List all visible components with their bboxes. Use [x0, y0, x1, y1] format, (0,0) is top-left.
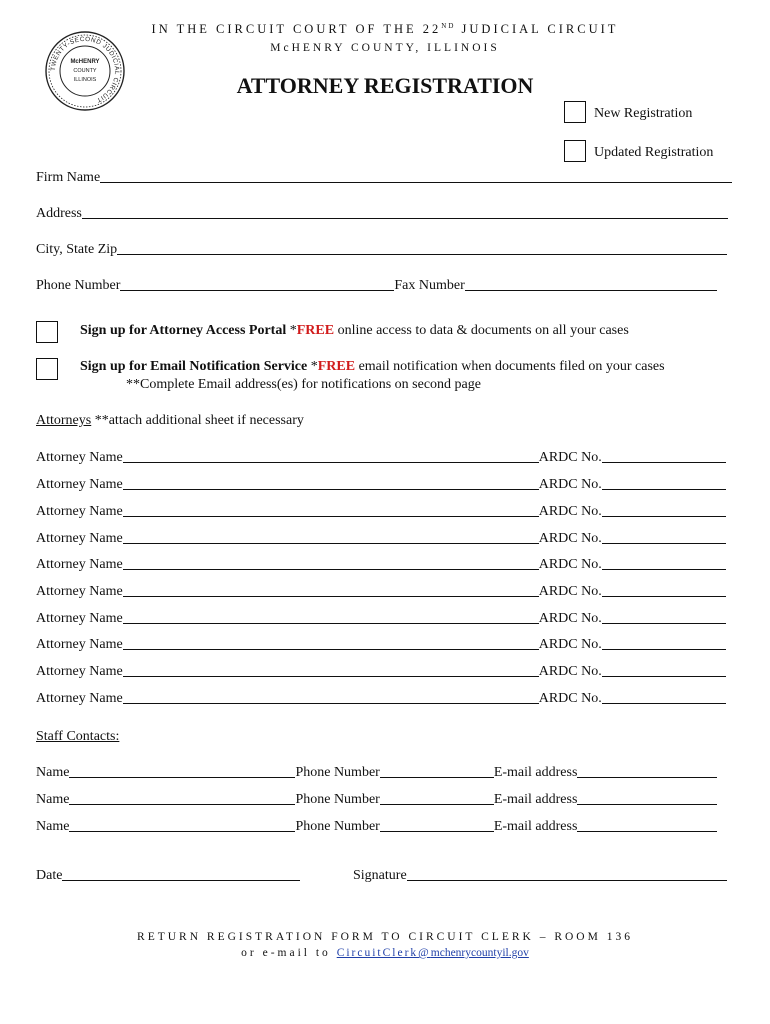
ardc-field[interactable]	[602, 516, 726, 517]
ardc-label: ARDC No.	[538, 504, 602, 519]
attorney-name-field[interactable]	[123, 569, 539, 570]
ardc-label: ARDC No.	[538, 477, 602, 492]
ardc-label: ARDC No.	[538, 557, 602, 572]
page-title: ATTORNEY REGISTRATION	[236, 73, 534, 98]
staff-name-label: Name	[36, 792, 70, 807]
attorney-name-field[interactable]	[123, 543, 539, 544]
email-bold-text: Sign up for Email Notification Service	[80, 359, 308, 374]
staff-email-label: E-mail address	[493, 792, 578, 807]
attorneys-note: **attach additional sheet if necessary	[91, 413, 304, 428]
signature-field[interactable]	[407, 880, 727, 881]
fax-field[interactable]	[465, 290, 717, 291]
ardc-label: ARDC No.	[538, 584, 602, 599]
return-instructions: RETURN REGISTRATION FORM TO CIRCUIT CLERK – ROOM 136	[137, 931, 633, 943]
updated-registration-label: Updated Registration	[594, 145, 714, 160]
attorney-row	[36, 582, 726, 600]
attorney-name-label: Attorney Name	[36, 584, 123, 599]
attorney-name-label: Attorney Name	[36, 504, 123, 519]
attorney-row	[36, 502, 726, 520]
court-header-text-2: JUDICIAL CIRCUIT	[461, 22, 619, 37]
portal-bold-text: Sign up for Attorney Access Portal	[80, 323, 287, 338]
ardc-label: ARDC No.	[538, 611, 602, 626]
attorney-name-field[interactable]	[123, 703, 539, 704]
attorney-name-label: Attorney Name	[36, 664, 123, 679]
email-instructions-text: or e-mail to	[241, 947, 337, 959]
staff-row	[36, 817, 717, 835]
attorney-name-field[interactable]	[123, 676, 539, 677]
clerk-email-link[interactable]	[337, 947, 529, 959]
email-instructions	[0, 947, 770, 959]
court-header-line-2: McHENRY COUNTY, ILLINOIS	[270, 42, 500, 54]
ardc-field[interactable]	[602, 543, 726, 544]
city-state-zip-label: City, State Zip	[36, 242, 118, 257]
date-row	[36, 866, 300, 884]
attorneys-heading-text: Attorneys	[36, 413, 92, 428]
attorney-name-field[interactable]	[123, 489, 539, 490]
city-state-zip-field[interactable]	[117, 254, 727, 255]
city-state-zip-row	[36, 240, 727, 258]
ardc-label: ARDC No.	[538, 637, 602, 652]
ardc-label: ARDC No.	[538, 691, 602, 706]
email-rest-text: email notification when documents filed on your cases	[355, 359, 665, 374]
staff-name-field[interactable]	[69, 777, 295, 778]
staff-phone-label: Phone Number	[295, 819, 380, 834]
ardc-label: ARDC No.	[538, 450, 602, 465]
portal-free-text: FREE	[296, 323, 335, 338]
seal-text-line-2: COUNTY	[73, 68, 97, 74]
date-label: Date	[36, 868, 63, 883]
attorney-portal-label	[80, 323, 629, 339]
staff-phone-label: Phone Number	[295, 765, 380, 780]
attorney-row	[36, 448, 726, 466]
attorney-name-field[interactable]	[123, 596, 539, 597]
staff-email-label: E-mail address	[493, 765, 578, 780]
email-star: *	[310, 359, 318, 374]
ardc-field[interactable]	[602, 676, 726, 677]
portal-star: *	[289, 323, 297, 338]
staff-name-field[interactable]	[69, 804, 295, 805]
firm-name-row	[36, 168, 732, 186]
ardc-field[interactable]	[602, 489, 726, 490]
attorney-row	[36, 475, 726, 493]
staff-phone-field[interactable]	[380, 804, 494, 805]
staff-email-field[interactable]	[577, 831, 717, 832]
email-notification-checkbox[interactable]	[36, 358, 58, 380]
attorney-name-label: Attorney Name	[36, 450, 123, 465]
ardc-label: ARDC No.	[538, 664, 602, 679]
firm-name-label: Firm Name	[36, 170, 101, 185]
clerk-email-domain: mchenrycountyil.gov	[430, 947, 529, 959]
staff-email-field[interactable]	[577, 777, 717, 778]
staff-phone-field[interactable]	[380, 777, 494, 778]
court-header-line-1	[0, 22, 770, 37]
attorney-name-label: Attorney Name	[36, 477, 123, 492]
staff-email-field[interactable]	[577, 804, 717, 805]
attorney-name-label: Attorney Name	[36, 691, 123, 706]
staff-name-label: Name	[36, 765, 70, 780]
new-registration-label: New Registration	[594, 106, 693, 121]
ardc-field[interactable]	[602, 596, 726, 597]
attorney-row	[36, 689, 726, 707]
staff-email-label: E-mail address	[493, 819, 578, 834]
ardc-label: ARDC No.	[538, 531, 602, 546]
phone-fax-row	[36, 276, 717, 294]
attorneys-heading	[36, 413, 304, 429]
updated-registration-checkbox[interactable]	[564, 140, 586, 162]
ardc-field[interactable]	[602, 462, 726, 463]
attorney-name-field[interactable]	[123, 649, 539, 650]
new-registration-checkbox[interactable]	[564, 101, 586, 123]
attorney-portal-checkbox[interactable]	[36, 321, 58, 343]
signature-label: Signature	[353, 868, 407, 883]
attorney-name-field[interactable]	[123, 623, 539, 624]
clerk-email-user: CircuitClerk@	[336, 947, 431, 959]
attorney-row	[36, 635, 726, 653]
seal-text-line-1: McHENRY	[70, 59, 100, 65]
portal-rest-text: online access to data & documents on all your cases	[334, 323, 629, 338]
staff-row	[36, 763, 717, 781]
ardc-field[interactable]	[602, 569, 726, 570]
attorney-name-label: Attorney Name	[36, 637, 123, 652]
attorney-row	[36, 529, 726, 547]
ardc-field[interactable]	[602, 703, 726, 704]
email-note: **Complete Email address(es) for notifications on second page	[126, 377, 481, 392]
attorney-name-field[interactable]	[123, 462, 539, 463]
court-header-text: IN THE CIRCUIT COURT OF THE 22	[151, 22, 442, 37]
firm-name-field[interactable]	[100, 182, 732, 183]
ardc-field[interactable]	[602, 623, 726, 624]
attorney-name-label: Attorney Name	[36, 557, 123, 572]
attorney-row	[36, 555, 726, 573]
staff-name-field[interactable]	[69, 831, 295, 832]
staff-phone-field[interactable]	[380, 831, 494, 832]
attorney-row	[36, 609, 726, 627]
staff-phone-label: Phone Number	[295, 792, 380, 807]
phone-field[interactable]	[120, 290, 394, 291]
phone-label: Phone Number	[36, 278, 121, 293]
address-row	[36, 204, 728, 222]
seal-text-line-3: ILLINOIS	[73, 77, 97, 83]
fax-label: Fax Number	[394, 278, 465, 293]
attorney-row	[36, 662, 726, 680]
address-field[interactable]	[82, 218, 728, 219]
attorney-name-field[interactable]	[123, 516, 539, 517]
ordinal-suffix: ND	[441, 22, 456, 30]
email-free-text: FREE	[317, 359, 356, 374]
staff-contacts-heading: Staff Contacts:	[36, 729, 120, 744]
signature-row	[353, 866, 727, 884]
staff-name-label: Name	[36, 819, 70, 834]
ardc-field[interactable]	[602, 649, 726, 650]
attorney-name-label: Attorney Name	[36, 611, 123, 626]
email-notification-label	[80, 359, 665, 375]
attorney-name-label: Attorney Name	[36, 531, 123, 546]
address-label: Address	[36, 206, 82, 221]
date-field[interactable]	[62, 880, 300, 881]
seal-ring-text: TWENTY-SECOND JUDICIAL CIRCUIT	[49, 35, 121, 104]
staff-row	[36, 790, 717, 808]
